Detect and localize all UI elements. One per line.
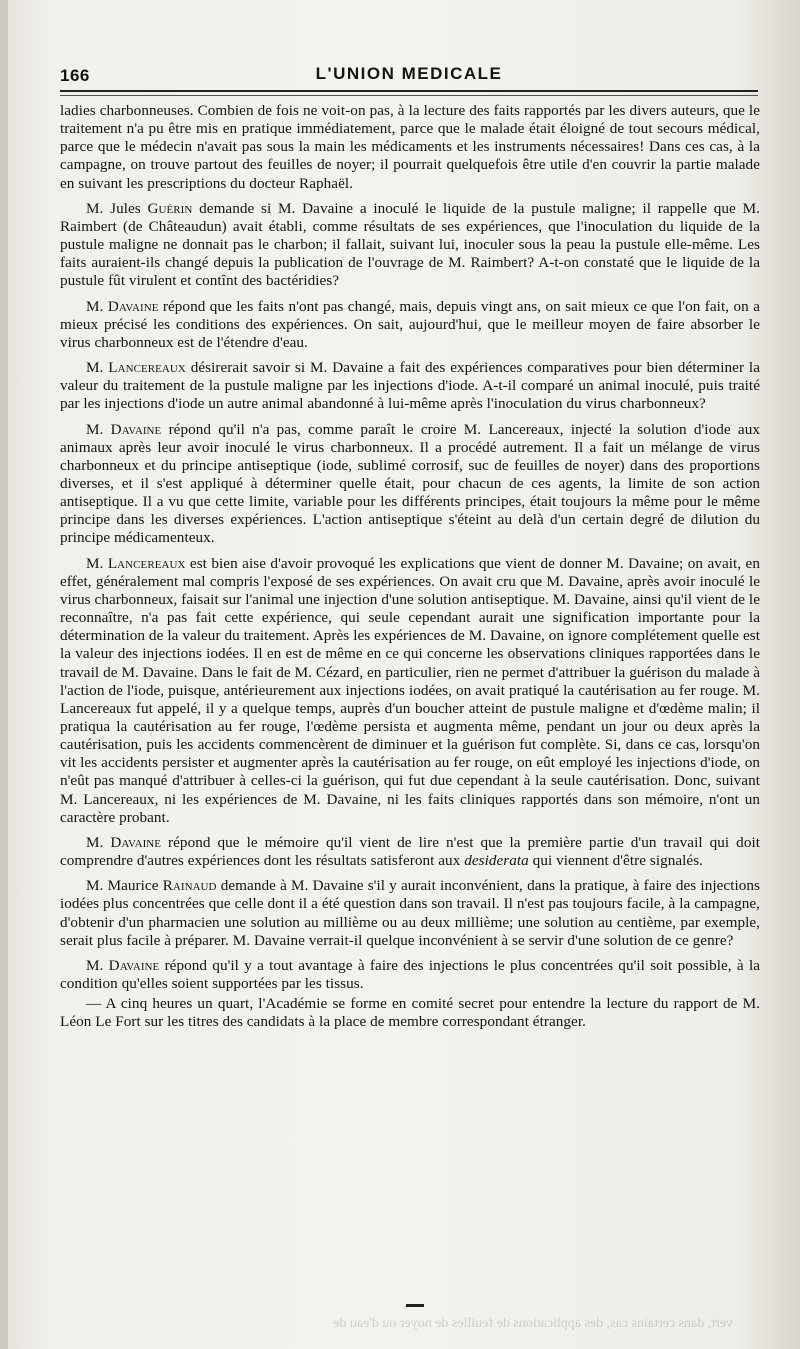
paragraph — [60, 995, 760, 1031]
text-segment: est bien aise d'avoir provoqué les explications que vient de donner M. Davaine; on avait, en effet, généralement mal compris l'exposé de ses expériences. On avait cru que M. Davaine, après avoir inoculé le virus charbonneux, faisait sur l'animal une injection d'une solution antiseptique. M. Davaine, ainsi qu'il vient de le reconnaître, n'a pas fait cette expérience, qui seule cependant aurait une signification importante pour la détermination de la valeur du traitement. Après les expériences de M. Davaine, on ignore complétement quelle est la valeur des injections iodées. Il en est de même en ce qui concerne les observations cliniques rapportées dans le travail de M. Davaine. Dans le fait de M. Cézard, en particulier, rien ne permet d'attribuer la guérison du malade à l'action de l'iode, puisque, antérieurement aux injections iodées, on avait pratiqué la cautérisation au fer rouge. M. Lancereaux fut appelé, il y a quelque temps, auprès d'un boucher atteint de pustule maligne et d'œdème malin; il pratiqua la cautérisation au fer rouge, l'œdème persista et augmenta même, pendant un jour ou deux après la cautérisation, puis les accidents commencèrent de diminuer et la guérison fut complète. Si, dans ce cas, lorsqu'on vit les accidents persister et augmenter après la cautérisation au fer rouge, on eût employé les injections d'iode, on n'eût pas manqué d'attribuer à celles-ci la guérison, qui fut due cependant à la seule cautérisation. Donc, suivant M. Lancereaux, ni les expériences de M. Davaine, ni les faits cliniques rapportés dans son mémoire, n'ont un caractère probant. — [60, 554, 760, 826]
paragraph — [60, 298, 760, 352]
header-rule-thin — [60, 95, 758, 96]
speaker-name: Davaine — [110, 420, 162, 438]
speaker-name: Lancereaux — [107, 554, 186, 572]
page-number: 166 — [60, 66, 90, 85]
text-segment: demande si M. Davaine a inoculé le liquide de la pustule maligne; il rappelle que M. Raimbert (de Châteaudun) avait établi, comme résultats de ses expériences, que l'inoculation du liquide de la pustule maligne ne donnait pas le charbon; il fallait, suivant lui, inoculer sous la peau la pustule elle-même. Les faits auraient-ils changé depuis la publication de l'ouvrage de M. Raimbert? A-t-on constaté que le liquide de la pustule fût virulent et contînt des bactéridies? — [60, 199, 760, 290]
text-segment: — A cinq heures un quart, l'Académie se forme en comité secret pour entendre la lecture du rapport de M. Léon Le Fort sur les titres des candidats à la place de membre correspondant étranger. — [60, 995, 760, 1031]
text-segment: répond qu'il n'a pas, comme paraît le croire M. Lancereaux, injecté la solution d'iode aux animaux après leur avoir inoculé le virus charbonneux. Il a procédé autrement. Il a fait un mélange de virus charbonneux et du principe antiseptique (iode, sublimé corrosif, suc de feuilles de noyer) dans des proportions diverses, et il s'est appliqué à déterminer quelle était, pour chacun de ces agents, la limite de son action antiseptique. Il a vu que cette limite, variable pour les différents principes, était toujours la même pour le même principe dans les diverses expériences. L'action antiseptique s'éteint au delà d'un certain degré de dilution du principe médicamenteux. — [60, 420, 760, 547]
text-segment: désirerait savoir si M. Davaine a fait des expériences comparatives pour bien déterminer la valeur du traitement de la pustule maligne par les injections d'iode. A-t-il comparé un animal inoculé, puis traité par les injections d'iode un autre animal abandonné à lui-même après l'inoculation du virus charbonneux? — [60, 359, 760, 413]
end-mark — [406, 1304, 424, 1307]
speaker-name: Guérin — [147, 199, 193, 217]
italic-term: desiderata — [464, 852, 529, 870]
paragraph — [60, 200, 760, 291]
speaker-name: Davaine — [108, 956, 160, 974]
book-page — [8, 0, 800, 1349]
paragraph — [60, 957, 760, 993]
paragraph — [60, 555, 760, 827]
speaker-name: Davaine — [110, 833, 162, 851]
paragraph — [60, 421, 760, 548]
text-segment: répond que les faits n'ont pas changé, mais, depuis vingt ans, on sait mieux ce que l'on fait, on a mieux précisé les conditions des expériences. On sait, aujourd'hui, que le meilleur moyen de faire absorber le virus charbonneux est de l'étendre d'eau. — [60, 297, 760, 351]
speaker-name: Rainaud — [162, 877, 217, 895]
text-segment: qui viennent d'être signalés. — [528, 852, 704, 870]
paragraph — [60, 877, 760, 950]
text-segment: M. — [86, 420, 111, 438]
page-header — [60, 58, 758, 88]
paragraph — [60, 102, 760, 193]
header-rule — [60, 90, 758, 92]
text-segment: M. — [86, 359, 109, 377]
text-segment: M. — [86, 956, 109, 974]
running-title: L'UNION MEDICALE — [315, 64, 503, 83]
body-text — [60, 102, 760, 1039]
text-segment: répond que le mémoire qu'il vient de lire n'est que la première partie d'un travail qui doit comprendre d'autres expériences dont les résultats satisferont aux — [60, 833, 761, 870]
text-segment: M. Maurice — [86, 877, 163, 895]
text-segment: M. — [86, 297, 108, 315]
paragraph — [60, 834, 760, 870]
text-segment: répond qu'il y a tout avantage à faire des injections le plus concentrées qu'il soit possible, à la condition qu'elles soient supportées par les tissus. — [60, 956, 761, 993]
speaker-name: Davaine — [107, 297, 159, 315]
text-segment: M. — [86, 554, 108, 572]
text-segment: M. — [86, 833, 111, 851]
bleed-through-text: vert, dans certains cas, des applications de feuilles de noyer ou d'eau de — [333, 1316, 733, 1331]
speaker-name: Lancereaux — [108, 359, 186, 377]
text-segment: demande à M. Davaine s'il y aurait inconvénient, dans la pratique, à faire des injections iodées plus concentrées que celle dont il a été question dans son travail. Il n'est pas toujours facile, à la campagne, d'obtenir d'un pharmacien une solution au millième ou au deux millième; une solution au centième, par exemple, serait plus facile à préparer. M. Davaine verrait-il quelque inconvénient à se servir d'une solution de ce genre? — [60, 877, 760, 949]
text-segment: ladies charbonneuses. Combien de fois ne voit-on pas, à la lecture des faits rapportés par les divers auteurs, que le traitement n'a pu être mis en pratique immédiatement, parce que le malade était éloigné de tout secours médical, parce que le médecin n'avait pas sous la main les médicaments et les instruments nécessaires! Dans ces cas, à la campagne, on trouve partout des feuilles de noyer; il pourrait quelquefois être utile d'en couvrir la partie malade en suivant les prescriptions du docteur Raphaël. — [60, 102, 760, 192]
text-segment: M. Jules — [86, 199, 148, 217]
paragraph — [60, 359, 760, 413]
